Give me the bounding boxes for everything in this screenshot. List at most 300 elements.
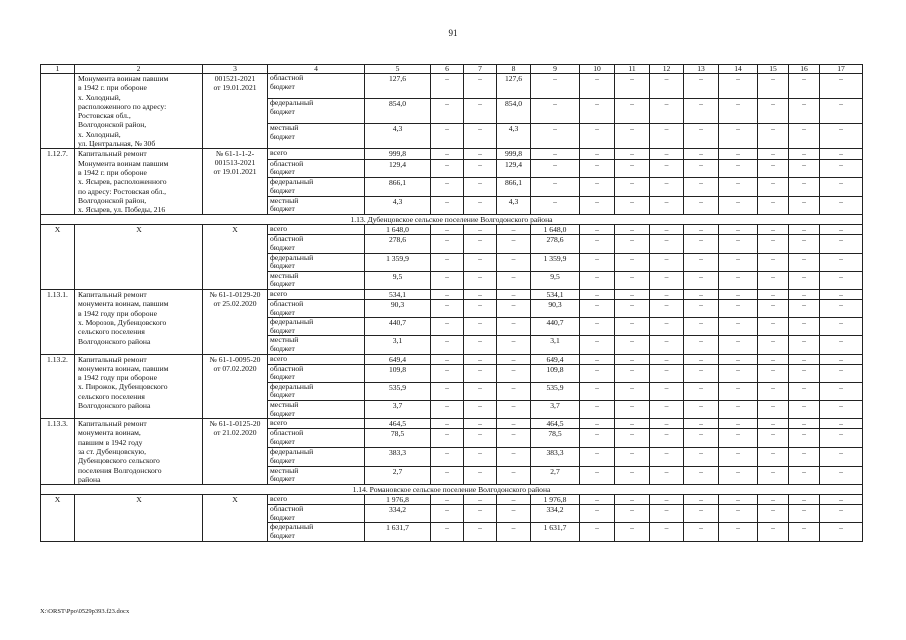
table-row — [41, 225, 863, 235]
expertise-conclusion: Х — [203, 225, 268, 290]
column-number: 2 — [75, 65, 203, 74]
value-cell: – — [431, 99, 464, 124]
value-cell: – — [820, 124, 863, 149]
expertise-conclusion: 001521-2021 от 19.01.2021 — [203, 74, 268, 149]
value-cell: – — [789, 429, 820, 448]
value-cell: – — [758, 336, 789, 354]
value-cell: – — [820, 447, 863, 466]
value-cell: – — [719, 178, 758, 197]
value-cell: – — [464, 124, 497, 149]
total-value: 334,2 — [365, 505, 431, 523]
expertise-conclusion: № 61-1-1-2- 001513-2021 от 19.01.2021 — [203, 149, 268, 215]
total-value: 866,1 — [365, 178, 431, 197]
value-year-col9: 3,1 — [531, 336, 580, 354]
total-value: 4,3 — [365, 196, 431, 215]
table-row — [41, 495, 863, 505]
value-cell: – — [684, 271, 719, 289]
value-cell: – — [719, 159, 758, 178]
value-cell: – — [580, 523, 615, 541]
table-row — [41, 354, 863, 364]
total-value: 464,5 — [365, 419, 431, 429]
funding-source: федеральный бюджет — [268, 178, 365, 197]
column-number: 1 — [41, 65, 75, 74]
item-number: 1.13.3. — [41, 419, 75, 485]
value-cell: – — [684, 364, 719, 382]
value-year-col8: – — [497, 300, 531, 318]
value-cell: – — [580, 505, 615, 523]
value-cell: – — [684, 336, 719, 354]
value-year-col9: – — [531, 99, 580, 124]
value-cell: – — [650, 336, 684, 354]
value-cell: – — [580, 318, 615, 336]
funding-source: местный бюджет — [268, 196, 365, 215]
value-cell: – — [719, 364, 758, 382]
value-cell: – — [431, 124, 464, 149]
value-cell: – — [758, 74, 789, 99]
value-cell: – — [580, 74, 615, 99]
value-cell: – — [650, 290, 684, 300]
value-cell: – — [464, 159, 497, 178]
funding-source: всего — [268, 354, 365, 364]
value-cell: – — [684, 159, 719, 178]
value-cell: – — [464, 505, 497, 523]
value-cell: – — [719, 290, 758, 300]
value-cell: – — [684, 495, 719, 505]
value-cell: – — [758, 290, 789, 300]
total-value: 999,8 — [365, 149, 431, 159]
value-year-col9: – — [531, 149, 580, 159]
value-cell: – — [464, 429, 497, 448]
value-cell: – — [789, 419, 820, 429]
value-cell: – — [580, 253, 615, 271]
value-cell: – — [580, 354, 615, 364]
value-cell: – — [820, 149, 863, 159]
value-cell: – — [758, 178, 789, 197]
funding-source: федеральный бюджет — [268, 523, 365, 541]
value-cell: – — [684, 429, 719, 448]
value-cell: – — [719, 336, 758, 354]
value-cell: – — [820, 290, 863, 300]
value-cell: – — [789, 271, 820, 289]
value-cell: – — [719, 99, 758, 124]
total-value: 1 359,9 — [365, 253, 431, 271]
value-cell: – — [789, 447, 820, 466]
value-cell: – — [719, 382, 758, 400]
value-cell: – — [615, 235, 650, 253]
column-number: 4 — [268, 65, 365, 74]
value-year-col8: – — [497, 318, 531, 336]
value-cell: – — [789, 466, 820, 485]
value-cell: – — [615, 364, 650, 382]
value-cell: – — [789, 318, 820, 336]
value-cell: – — [719, 495, 758, 505]
value-cell: – — [580, 99, 615, 124]
column-number: 9 — [531, 65, 580, 74]
object-description: Х — [75, 495, 203, 541]
value-cell: – — [431, 149, 464, 159]
value-year-col9: 109,8 — [531, 364, 580, 382]
value-cell: – — [758, 429, 789, 448]
value-cell: – — [820, 382, 863, 400]
value-cell: – — [580, 382, 615, 400]
value-cell: – — [719, 253, 758, 271]
value-cell: – — [820, 419, 863, 429]
value-cell: – — [684, 235, 719, 253]
value-cell: – — [789, 523, 820, 541]
value-cell: – — [684, 354, 719, 364]
value-cell: – — [431, 318, 464, 336]
value-cell: – — [758, 364, 789, 382]
object-description: Капитальный ремонт Монумента воинам павшим в 1942 г. при обороне х. Ясырев, расположенного по адресу: Ростовская обл., Волгодонской район, х. Ясырев, ул. Победы, 216 — [75, 149, 203, 215]
value-cell: – — [820, 495, 863, 505]
funding-source: областной бюджет — [268, 235, 365, 253]
value-cell: – — [684, 466, 719, 485]
value-cell: – — [464, 290, 497, 300]
value-cell: – — [650, 271, 684, 289]
value-cell: – — [789, 178, 820, 197]
total-value: 129,4 — [365, 159, 431, 178]
value-cell: – — [615, 336, 650, 354]
total-value: 854,0 — [365, 99, 431, 124]
funding-source: местный бюджет — [268, 336, 365, 354]
total-value: 535,9 — [365, 382, 431, 400]
value-cell: – — [431, 447, 464, 466]
value-cell: – — [684, 178, 719, 197]
value-cell: – — [758, 523, 789, 541]
value-cell: – — [650, 447, 684, 466]
value-year-col8: – — [497, 419, 531, 429]
value-cell: – — [719, 523, 758, 541]
value-year-col8: – — [497, 382, 531, 400]
value-cell: – — [650, 149, 684, 159]
value-cell: – — [580, 149, 615, 159]
value-cell: – — [464, 419, 497, 429]
column-number: 5 — [365, 65, 431, 74]
column-number: 14 — [719, 65, 758, 74]
total-value: 383,3 — [365, 447, 431, 466]
value-cell: – — [719, 429, 758, 448]
funding-source: федеральный бюджет — [268, 447, 365, 466]
value-cell: – — [464, 336, 497, 354]
value-year-col8: – — [497, 400, 531, 418]
value-year-col9: 649,4 — [531, 354, 580, 364]
funding-source: местный бюджет — [268, 124, 365, 149]
funding-source: местный бюджет — [268, 400, 365, 418]
value-year-col8: 4,3 — [497, 196, 531, 215]
value-cell: – — [820, 74, 863, 99]
value-cell: – — [615, 225, 650, 235]
value-cell: – — [650, 400, 684, 418]
value-cell: – — [464, 196, 497, 215]
value-cell: – — [820, 505, 863, 523]
value-cell: – — [719, 225, 758, 235]
value-year-col9: 535,9 — [531, 382, 580, 400]
value-cell: – — [789, 253, 820, 271]
value-year-col9: – — [531, 178, 580, 197]
value-cell: – — [464, 495, 497, 505]
value-year-col9: 334,2 — [531, 505, 580, 523]
value-cell: – — [464, 178, 497, 197]
value-cell: – — [758, 419, 789, 429]
value-cell: – — [615, 99, 650, 124]
value-cell: – — [431, 290, 464, 300]
value-cell: – — [789, 124, 820, 149]
section-title: 1.14. Романовское сельское поселение Волгодонского района — [41, 485, 863, 495]
total-value: 1 631,7 — [365, 523, 431, 541]
value-cell: – — [684, 196, 719, 215]
item-number: 1.12.7. — [41, 149, 75, 215]
value-year-col8: – — [497, 429, 531, 448]
item-number: Х — [41, 225, 75, 290]
value-cell: – — [615, 271, 650, 289]
value-cell: – — [615, 466, 650, 485]
value-cell: – — [820, 318, 863, 336]
value-cell: – — [789, 336, 820, 354]
value-cell: – — [431, 74, 464, 99]
value-cell: – — [820, 196, 863, 215]
funding-source: местный бюджет — [268, 466, 365, 485]
value-cell: – — [789, 400, 820, 418]
value-cell: – — [615, 400, 650, 418]
value-cell: – — [431, 271, 464, 289]
expertise-conclusion: № 61-1-0129-20 от 25.02.2020 — [203, 290, 268, 355]
funding-source: всего — [268, 149, 365, 159]
value-cell: – — [615, 124, 650, 149]
value-cell: – — [464, 400, 497, 418]
value-cell: – — [684, 400, 719, 418]
object-description: Капитальный ремонт монумента воинам, павшим в 1942 году при обороне х. Морозов, Дубенцовского сельского поселения Волгодонского района — [75, 290, 203, 355]
value-cell: – — [615, 290, 650, 300]
value-year-col9: – — [531, 124, 580, 149]
object-description: Х — [75, 225, 203, 290]
value-cell: – — [820, 159, 863, 178]
value-year-col9: 2,7 — [531, 466, 580, 485]
value-cell: – — [580, 159, 615, 178]
total-value: 109,8 — [365, 364, 431, 382]
value-cell: – — [650, 159, 684, 178]
value-cell: – — [758, 495, 789, 505]
value-year-col9: 9,5 — [531, 271, 580, 289]
funding-source: областной бюджет — [268, 429, 365, 448]
value-cell: – — [464, 253, 497, 271]
value-cell: – — [431, 235, 464, 253]
value-cell: – — [684, 253, 719, 271]
total-value: 278,6 — [365, 235, 431, 253]
value-cell: – — [820, 429, 863, 448]
item-number — [41, 74, 75, 149]
total-value: 3,7 — [365, 400, 431, 418]
value-cell: – — [758, 235, 789, 253]
value-cell: – — [464, 364, 497, 382]
column-number-row — [41, 65, 863, 74]
value-cell: – — [431, 505, 464, 523]
value-cell: – — [650, 124, 684, 149]
table-row — [41, 290, 863, 300]
value-cell: – — [615, 354, 650, 364]
value-cell: – — [719, 196, 758, 215]
value-cell: – — [684, 505, 719, 523]
value-cell: – — [650, 253, 684, 271]
value-cell: – — [464, 74, 497, 99]
value-cell: – — [719, 505, 758, 523]
value-cell: – — [758, 300, 789, 318]
value-cell: – — [464, 99, 497, 124]
value-cell: – — [464, 318, 497, 336]
value-cell: – — [431, 159, 464, 178]
value-cell: – — [650, 495, 684, 505]
value-cell: – — [580, 495, 615, 505]
total-value: 534,1 — [365, 290, 431, 300]
value-cell: – — [820, 235, 863, 253]
column-number: 7 — [464, 65, 497, 74]
total-value: 1 648,0 — [365, 225, 431, 235]
value-year-col9: 278,6 — [531, 235, 580, 253]
funding-source: всего — [268, 225, 365, 235]
value-cell: – — [431, 429, 464, 448]
value-cell: – — [580, 225, 615, 235]
value-cell: – — [758, 159, 789, 178]
value-cell: – — [615, 429, 650, 448]
value-cell: – — [719, 419, 758, 429]
value-cell: – — [615, 74, 650, 99]
value-cell: – — [464, 300, 497, 318]
value-cell: – — [615, 253, 650, 271]
value-cell: – — [464, 382, 497, 400]
value-cell: – — [820, 253, 863, 271]
column-number: 12 — [650, 65, 684, 74]
object-description: Капитальный ремонт монумента воинам, павшим в 1942 году за ст. Дубенцовскую, Дубенцовского сельского поселения Волгодонского района — [75, 419, 203, 485]
funding-source: областной бюджет — [268, 300, 365, 318]
value-year-col8: – — [497, 290, 531, 300]
funding-source: местный бюджет — [268, 271, 365, 289]
value-cell: – — [789, 235, 820, 253]
value-cell: – — [684, 124, 719, 149]
column-number: 16 — [789, 65, 820, 74]
value-cell: – — [820, 178, 863, 197]
value-cell: – — [684, 74, 719, 99]
item-number: 1.13.2. — [41, 354, 75, 419]
value-cell: – — [650, 523, 684, 541]
value-year-col9: 1 631,7 — [531, 523, 580, 541]
value-cell: – — [789, 159, 820, 178]
value-cell: – — [650, 419, 684, 429]
total-value: 78,5 — [365, 429, 431, 448]
value-cell: – — [684, 523, 719, 541]
value-cell: – — [615, 523, 650, 541]
value-cell: – — [684, 149, 719, 159]
value-cell: – — [615, 318, 650, 336]
value-year-col9: 1 648,0 — [531, 225, 580, 235]
funding-source: всего — [268, 419, 365, 429]
value-cell: – — [650, 99, 684, 124]
value-cell: – — [758, 382, 789, 400]
funding-source: областной бюджет — [268, 364, 365, 382]
value-cell: – — [684, 225, 719, 235]
value-cell: – — [615, 300, 650, 318]
value-cell: – — [464, 235, 497, 253]
value-cell: – — [464, 354, 497, 364]
value-year-col8: – — [497, 466, 531, 485]
value-cell: – — [820, 271, 863, 289]
value-cell: – — [431, 495, 464, 505]
value-year-col9: – — [531, 196, 580, 215]
column-number: 17 — [820, 65, 863, 74]
value-cell: – — [431, 400, 464, 418]
column-number: 3 — [203, 65, 268, 74]
value-cell: – — [615, 495, 650, 505]
value-year-col8: 999,8 — [497, 149, 531, 159]
value-cell: – — [431, 419, 464, 429]
value-year-col9: 78,5 — [531, 429, 580, 448]
value-cell: – — [464, 447, 497, 466]
value-cell: – — [820, 523, 863, 541]
value-year-col8: – — [497, 354, 531, 364]
object-description: Монумента воинам павшим в 1942 г. при обороне х. Холодный, расположенного по адресу: Ростовская обл., Волгодонской район, х. Холодный, ул. Центральная, № 30б — [75, 74, 203, 149]
financing-table — [40, 64, 863, 542]
column-number: 6 — [431, 65, 464, 74]
value-cell: – — [820, 354, 863, 364]
value-cell: – — [758, 447, 789, 466]
value-cell: – — [580, 419, 615, 429]
value-year-col9: 440,7 — [531, 318, 580, 336]
value-cell: – — [820, 99, 863, 124]
value-cell: – — [650, 466, 684, 485]
value-cell: – — [615, 505, 650, 523]
value-cell: – — [758, 271, 789, 289]
value-year-col9: 3,7 — [531, 400, 580, 418]
table-row — [41, 419, 863, 429]
value-cell: – — [650, 382, 684, 400]
value-cell: – — [615, 447, 650, 466]
value-cell: – — [615, 178, 650, 197]
value-cell: – — [650, 196, 684, 215]
value-cell: – — [758, 318, 789, 336]
value-cell: – — [580, 429, 615, 448]
value-cell: – — [820, 225, 863, 235]
value-cell: – — [580, 271, 615, 289]
value-cell: – — [758, 400, 789, 418]
value-cell: – — [719, 354, 758, 364]
value-cell: – — [431, 466, 464, 485]
value-cell: – — [820, 466, 863, 485]
value-cell: – — [431, 253, 464, 271]
value-cell: – — [580, 235, 615, 253]
value-year-col9: 534,1 — [531, 290, 580, 300]
value-cell: – — [820, 336, 863, 354]
value-cell: – — [789, 196, 820, 215]
value-cell: – — [615, 419, 650, 429]
value-year-col8: 127,6 — [497, 74, 531, 99]
total-value: 2,7 — [365, 466, 431, 485]
value-year-col8: – — [497, 523, 531, 541]
value-cell: – — [789, 149, 820, 159]
value-cell: – — [615, 149, 650, 159]
funding-source: всего — [268, 290, 365, 300]
value-cell: – — [758, 196, 789, 215]
value-cell: – — [431, 196, 464, 215]
value-year-col8: 866,1 — [497, 178, 531, 197]
value-cell: – — [789, 300, 820, 318]
funding-source: областной бюджет — [268, 159, 365, 178]
value-cell: – — [650, 354, 684, 364]
value-cell: – — [580, 196, 615, 215]
file-path-footer: X:\ORST\Ppo\0529p393.f23.docx — [40, 608, 130, 615]
value-year-col9: – — [531, 74, 580, 99]
value-cell: – — [789, 290, 820, 300]
funding-source: федеральный бюджет — [268, 318, 365, 336]
value-cell: – — [789, 354, 820, 364]
column-number: 11 — [615, 65, 650, 74]
